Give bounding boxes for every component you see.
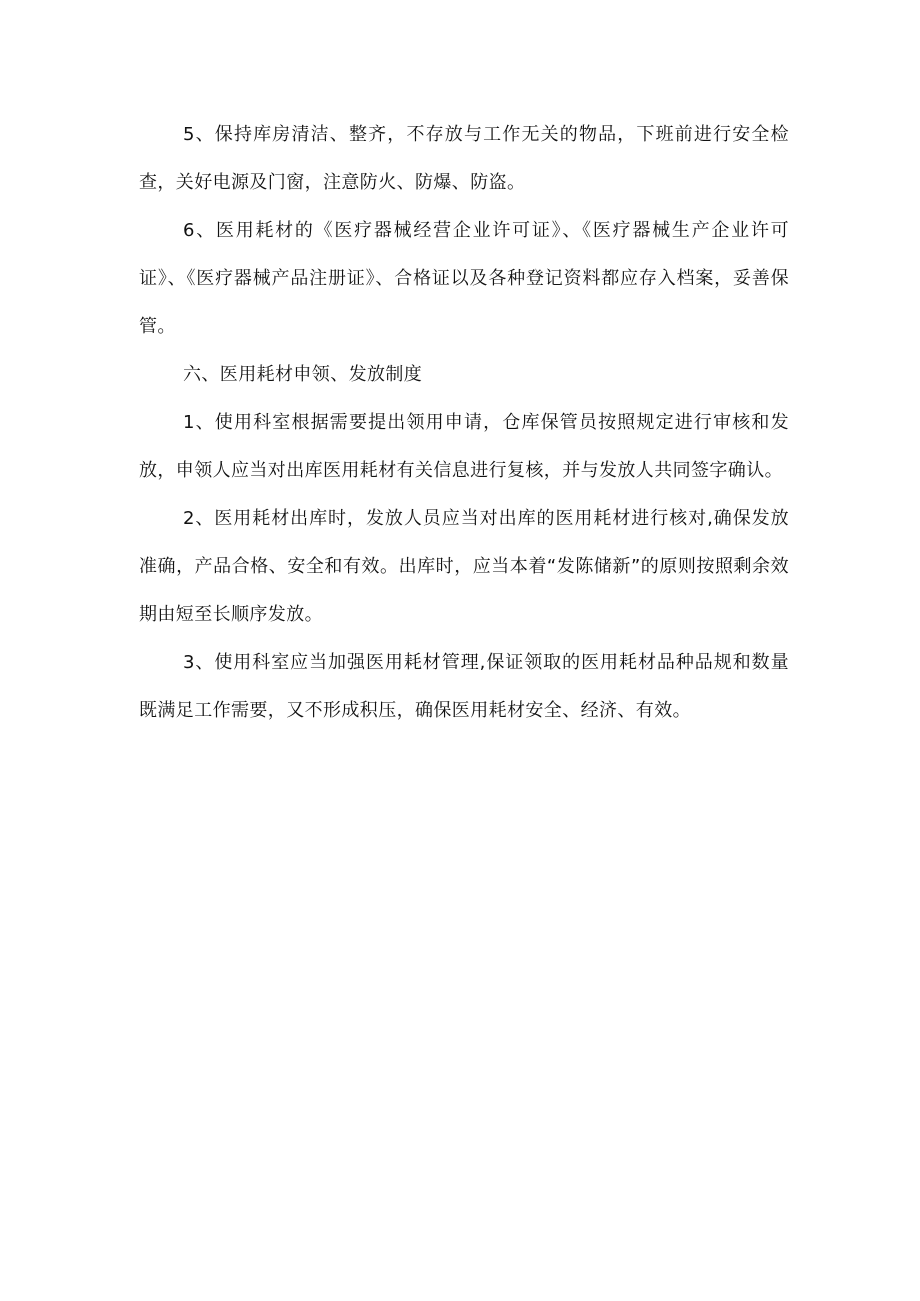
document-body: [139, 111, 789, 735]
paragraph-5-storage-cleanliness: 5、保持库房清洁、整齐，不存放与工作无关的物品，下班前进行安全检查，关好电源及门窗，注意防火、防爆、防盗。: [139, 124, 789, 193]
paragraph-3-department-management: 3、使用科室应当加强医用耗材管理,保证领取的医用耗材品种品规和数量既满足工作需要，又不形成积压，确保医用耗材安全、经济、有效。: [139, 652, 789, 721]
section-heading-six: 六、医用耗材申领、发放制度: [183, 364, 423, 385]
paragraph-2-dispatch: 2、医用耗材出库时，发放人员应当对出库的医用耗材进行核对,确保发放准确，产品合格、安全和有效。出库时，应当本着“发陈储新”的原则按照剩余效期由短至长顺序发放。: [139, 508, 789, 625]
paragraph-6-license-archives: 6、医用耗材的《医疗器械经营企业许可证》、《医疗器械生产企业许可证》、《医疗器械产品注册证》、合格证以及各种登记资料都应存入档案，妥善保管。: [139, 220, 789, 337]
paragraph-1-requisition: 1、使用科室根据需要提出领用申请，仓库保管员按照规定进行审核和发放，申领人应当对出库医用耗材有关信息进行复核，并与发放人共同签字确认。: [139, 412, 789, 481]
